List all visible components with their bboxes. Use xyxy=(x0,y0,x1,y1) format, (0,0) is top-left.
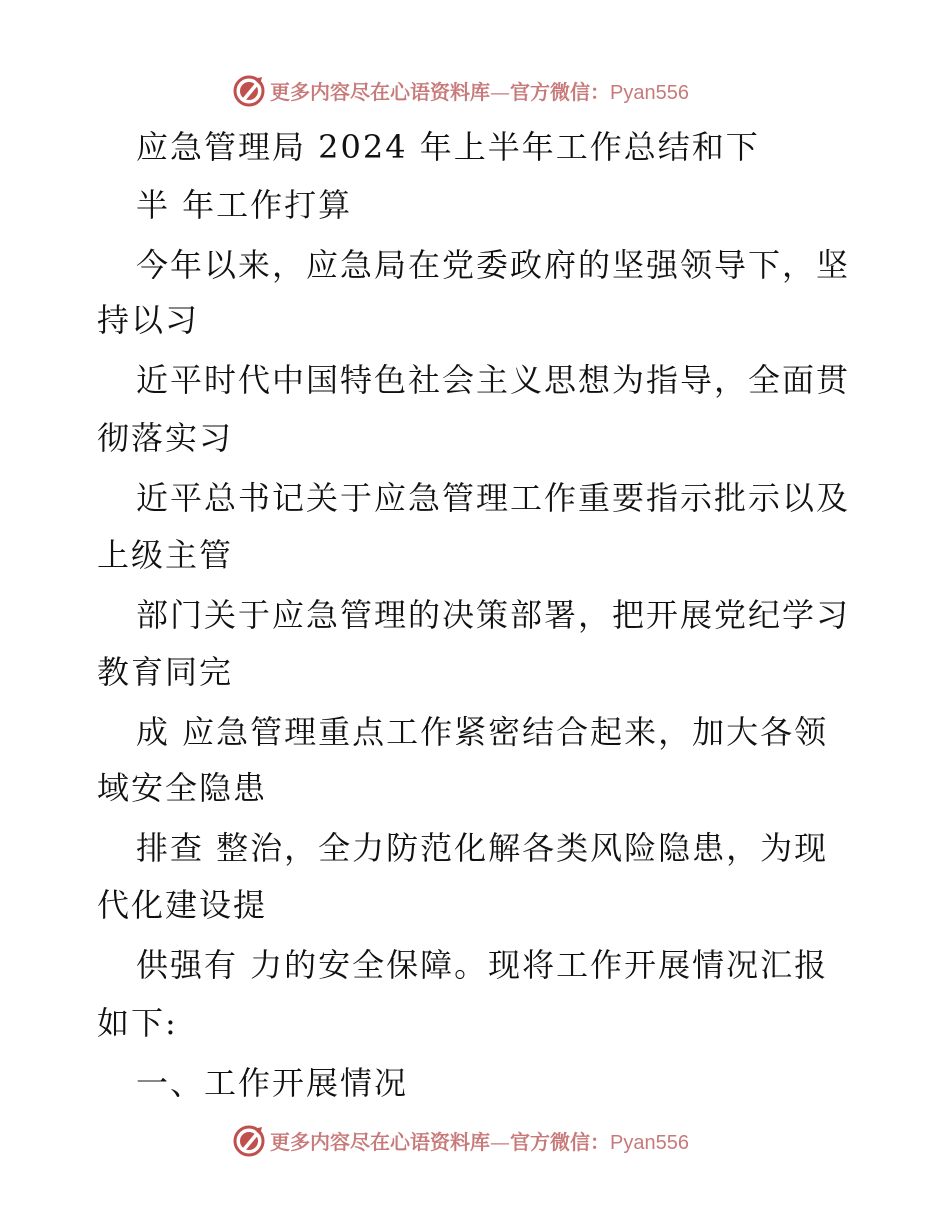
watermark-id: Pyan556 xyxy=(610,1131,689,1154)
watermark-text xyxy=(270,76,689,105)
watermark-id: Pyan556 xyxy=(610,81,689,104)
body-line: 供强有 力的安全保障。现将工作开展情况汇报 xyxy=(136,946,829,984)
body-line: 今年以来，应急局在党委政府的坚强领导下，坚 xyxy=(136,246,851,284)
doc-title-line-2: 半 年工作打算 xyxy=(136,186,353,224)
body-line: 近平总书记关于应急管理工作重要指示批示以及 xyxy=(136,479,851,517)
quill-pen-seal-icon xyxy=(232,73,266,107)
watermark-banner-bottom xyxy=(232,1120,752,1160)
watermark-text xyxy=(270,1126,689,1155)
watermark-colon: ： xyxy=(590,79,610,104)
body-line: 排查 整治，全力防范化解各类风险隐患，为现 xyxy=(136,829,829,867)
body-line: 代化建设提 xyxy=(97,886,268,924)
watermark-official: 官方微信 xyxy=(510,79,590,104)
body-line: 上级主管 xyxy=(97,536,234,574)
watermark-official: 官方微信 xyxy=(510,1129,590,1154)
watermark-main: 更多内容尽在心语资料库 xyxy=(270,79,490,104)
body-line: 如下: xyxy=(97,1004,178,1042)
watermark-banner-top xyxy=(232,70,752,110)
body-line: 教育同完 xyxy=(97,653,234,691)
watermark-sep: — xyxy=(490,1129,510,1154)
watermark-sep: — xyxy=(490,79,510,104)
body-line: 近平时代中国特色社会主义思想为指导，全面贯 xyxy=(136,361,851,399)
body-line: 成 应急管理重点工作紧密结合起来，加大各领 xyxy=(136,713,829,751)
body-line: 彻落实习 xyxy=(97,419,234,457)
body-line: 持以习 xyxy=(97,301,200,339)
quill-pen-seal-icon xyxy=(232,1123,266,1157)
doc-title-line-1: 应急管理局 2024 年上半年工作总结和下 xyxy=(136,128,760,166)
body-line: 部门关于应急管理的决策部署，把开展党纪学习 xyxy=(136,596,851,634)
section-heading: 一、工作开展情况 xyxy=(136,1064,409,1102)
watermark-main: 更多内容尽在心语资料库 xyxy=(270,1129,490,1154)
body-line: 域安全隐患 xyxy=(97,769,268,807)
watermark-colon: ： xyxy=(590,1129,610,1154)
